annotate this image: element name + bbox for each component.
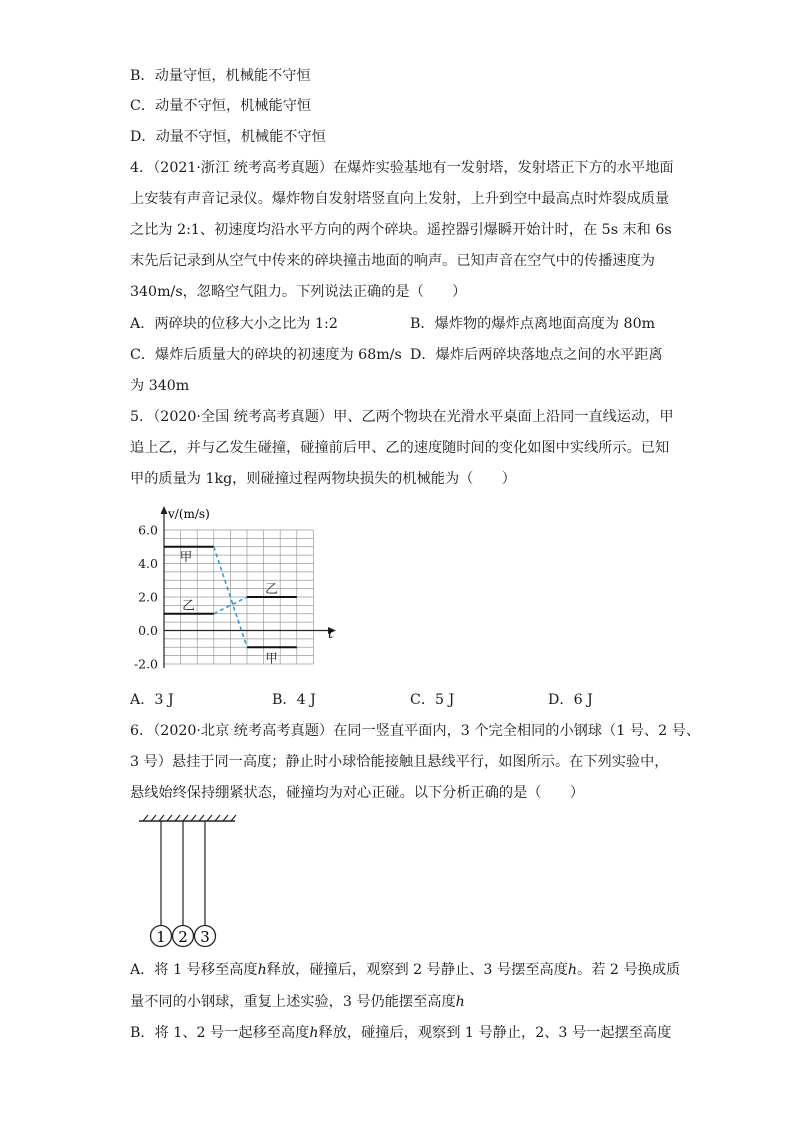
- q5-option-b: B．4 J: [272, 692, 316, 708]
- ball-3-label: 3: [200, 928, 210, 946]
- q6-option-b-line1: B．将 1、2 号一起移至高度h释放，碰撞后，观察到 1 号静止，2、3 号一起摆至高度: [130, 1025, 672, 1041]
- q5-option-c: C．5 J: [410, 692, 455, 708]
- pendulum-figure: [135, 812, 245, 952]
- q6-option-a-line1: A．将 1 号移至高度h释放，碰撞后，观察到 2 号静止、3 号摆至高度h。若 2 号换成质: [130, 962, 681, 978]
- q6-option-a-line2: 量不同的小钢球，重复上述实验，3 号仍能摆至高度h: [130, 994, 465, 1010]
- q4-stem-line5: 340m/s，忽略空气阻力。下列说法正确的是（ ）: [130, 284, 467, 300]
- y-tick-label: 6.0: [138, 522, 158, 538]
- q3-option-d: D．动量不守恒，机械能不守恒: [130, 129, 326, 145]
- y-tick-label: 2.0: [138, 589, 158, 605]
- label-jia-before: 甲: [179, 548, 193, 564]
- q6-stem-line3: 悬线始终保持绷紧状态，碰撞均为对心正碰。以下分析正确的是（ ）: [130, 785, 585, 801]
- velocity-time-chart: [130, 500, 350, 680]
- ball-2-label: 2: [178, 928, 188, 946]
- q3-option-c: C．动量不守恒，机械能守恒: [130, 98, 312, 114]
- y-tick-label: 0.0: [138, 623, 158, 638]
- q4-stem-line2: 上安装有声音记录仪。爆炸物自发射塔竖直向上发射，上升到空中最高点时炸裂成质量: [130, 191, 670, 207]
- y-tick-label: -2.0: [133, 656, 158, 672]
- y-axis-arrow: [161, 506, 168, 514]
- q4-stem-line4: 末先后记录到从空气中传来的碎块撞击地面的响声。已知声音在空气中的传播速度为: [130, 253, 655, 269]
- q4-option-d-cont: 为 340m: [130, 378, 190, 394]
- label-yi-after: 乙: [265, 580, 278, 596]
- ball-1-label: 1: [156, 928, 166, 946]
- chart-y-label: v/(m/s): [168, 507, 210, 521]
- q4-option-b: B．爆炸物的爆炸点离地面高度为 80m: [410, 316, 656, 332]
- q4-stem-line1: 4．（2021·浙江 统考高考真题）在爆炸实验基地有一发射塔，发射塔正下方的水平地面: [130, 160, 674, 176]
- q6-stem-line1: 6．（2020·北京 统考高考真题）在同一竖直平面内，3 个完全相同的小钢球（1 号、2 号、: [130, 723, 701, 739]
- q4-option-d: D．爆炸后两碎块落地点之间的水平距离: [410, 347, 663, 363]
- q5-stem-line2: 追上乙，并与乙发生碰撞，碰撞前后甲、乙的速度随时间的变化如图中实线所示。已知: [130, 440, 670, 456]
- ceiling-hatch: [143, 815, 236, 821]
- q5-stem-line1: 5．（2020·全国 统考高考真题）甲、乙两个物块在光滑水平桌面上沿同一直线运动，甲: [130, 409, 674, 425]
- y-tick-label: 4.0: [138, 556, 158, 571]
- q5-option-a: A．3 J: [130, 692, 174, 708]
- label-jia-after: 甲: [265, 650, 278, 666]
- chart-tick-labels: [134, 523, 158, 672]
- q4-option-c: C．爆炸后质量大的碎块的初速度为 68m/s: [130, 347, 402, 363]
- q4-option-a: A．两碎块的位移大小之比为 1:2: [130, 316, 338, 332]
- q3-option-b: B．动量守恒，机械能不守恒: [130, 68, 311, 84]
- q5-option-d: D．6 J: [548, 692, 593, 708]
- label-yi-before: 乙: [182, 597, 195, 613]
- q4-stem-line3: 之比为 2:1、初速度均沿水平方向的两个碎块。遥控器引爆瞬开始计时，在 5s 末和 6s: [130, 222, 672, 238]
- chart-x-label: t: [328, 627, 334, 642]
- q6-stem-line2: 3 号）悬挂于同一高度；静止时小球恰能接触且悬线平行，如图所示。在下列实验中，: [130, 754, 669, 770]
- q5-stem-line3: 甲的质量为 1kg，则碰撞过程两物块损失的机械能为（ ）: [130, 471, 516, 487]
